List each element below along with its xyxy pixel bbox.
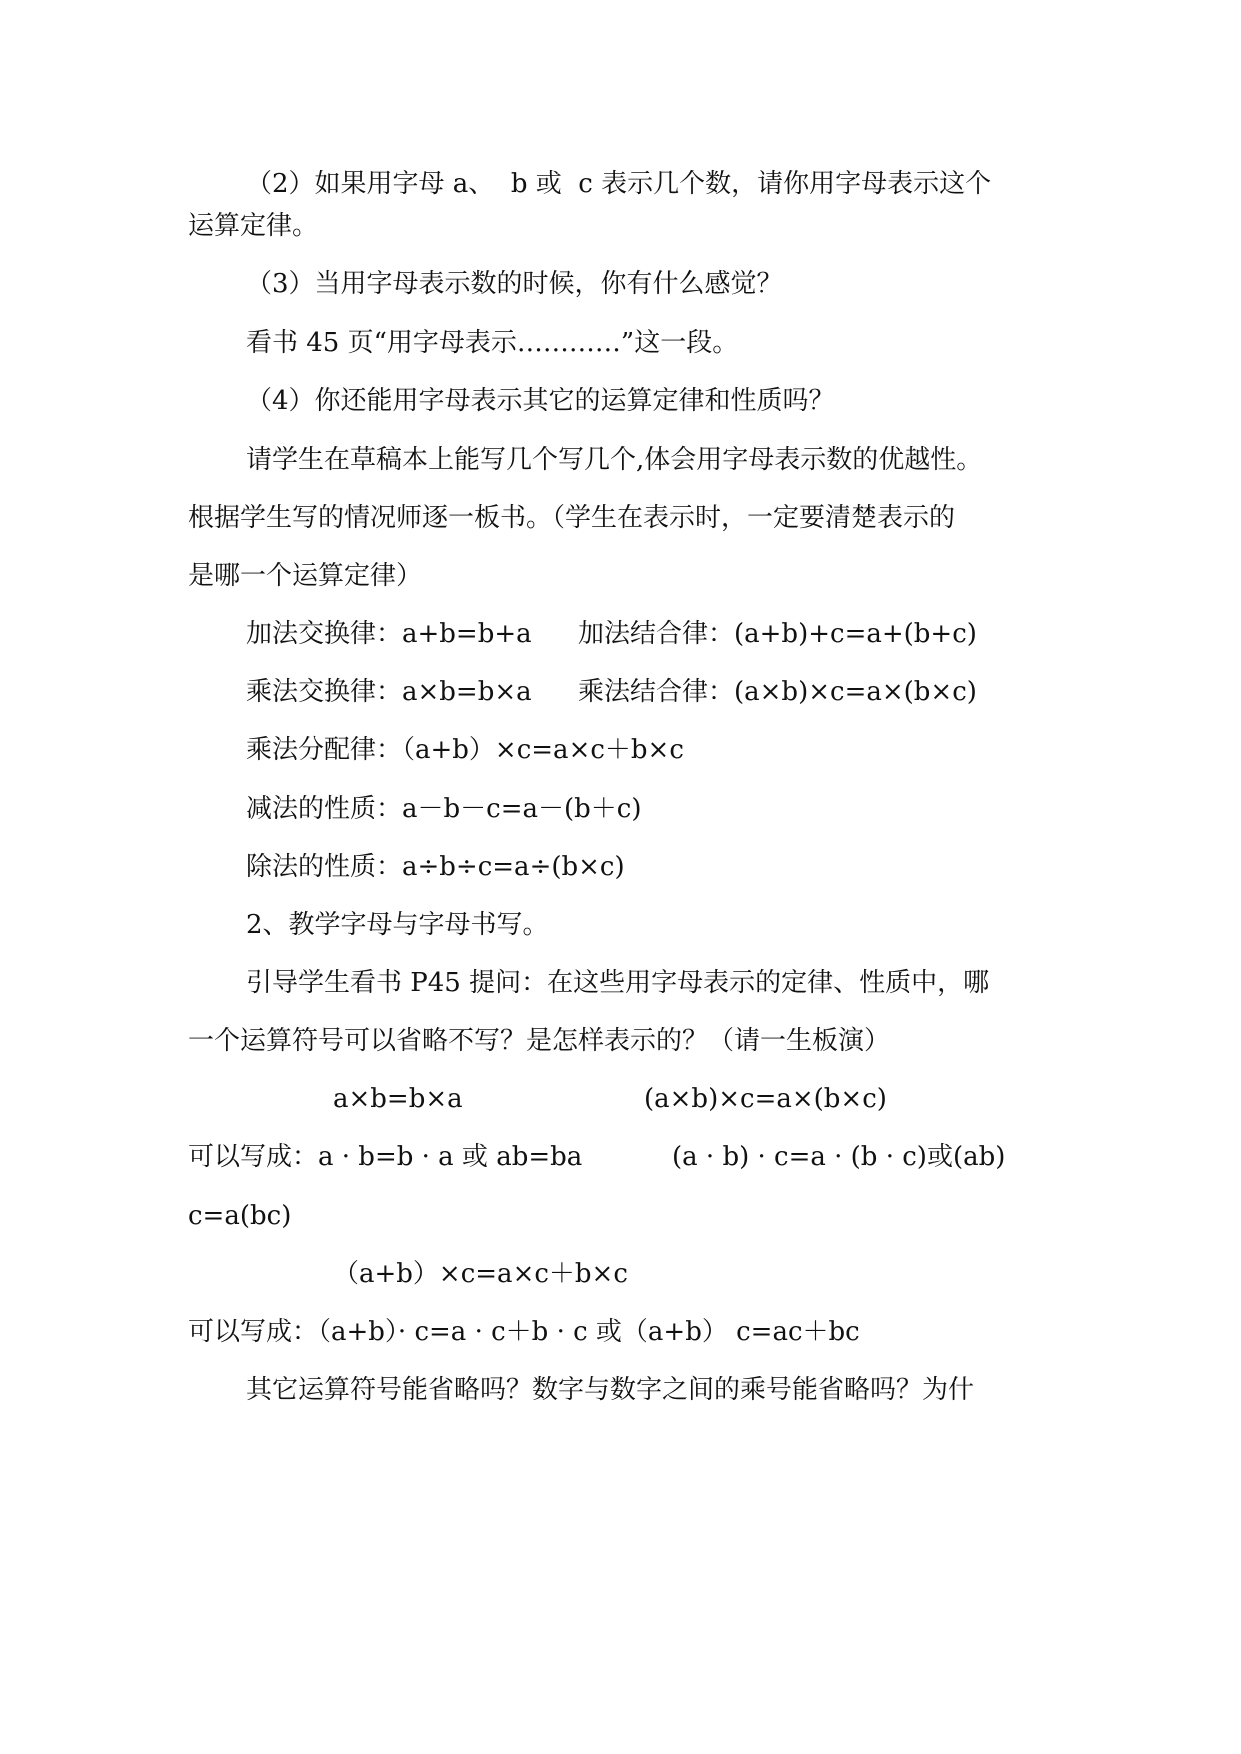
addition-associative-law: 加法结合律：(a+b)+c=a+(b+c) bbox=[578, 619, 977, 649]
division-property: 除法的性质：a÷b÷c=a÷(b×c) bbox=[246, 852, 625, 882]
section-2-heading: 2、教学字母与字母书写。 bbox=[246, 910, 549, 940]
addition-commutative-law: 加法交换律：a+b=b+a bbox=[246, 619, 532, 649]
rewritten-associative: (a · b) · c=a · (b · c)或(ab) bbox=[672, 1142, 1006, 1172]
rewritten-commutative: 可以写成：a · b=b · a 或 ab=ba bbox=[188, 1142, 583, 1172]
closing-question: 其它运算符号能省略吗？数字与数字之间的乘号能省略吗？为什 bbox=[246, 1375, 975, 1405]
guidance-line-2: 一个运算符号可以省略不写？是怎样表示的？（请一生板演） bbox=[188, 1026, 891, 1056]
activity-line-3: 是哪一个运算定律） bbox=[188, 561, 423, 591]
reading-instruction: 看书 45 页“用字母表示…………”这一段。 bbox=[246, 328, 739, 358]
question-2-line-2: 运算定律。 bbox=[188, 211, 319, 241]
activity-line-2: 根据学生写的情况师逐一板书。（学生在表示时，一定要清楚表示的 bbox=[188, 503, 956, 533]
formula-commutative: a×b=b×a bbox=[333, 1084, 463, 1114]
formula-associative: (a×b)×c=a×(b×c) bbox=[644, 1084, 887, 1114]
rewritten-associative-cont: c=a(bc) bbox=[188, 1201, 292, 1231]
subtraction-property: 减法的性质：a－b－c=a－(b＋c) bbox=[246, 794, 642, 824]
question-2-line-1: （2）如果用字母 a、 b 或 c 表示几个数，请你用字母表示这个 bbox=[246, 169, 992, 199]
multiplication-distributive-law: 乘法分配律：（a+b）×c=a×c＋b×c bbox=[246, 735, 684, 765]
multiplication-associative-law: 乘法结合律：(a×b)×c=a×(b×c) bbox=[578, 677, 977, 707]
guidance-line-1: 引导学生看书 P45 提问：在这些用字母表示的定律、性质中，哪 bbox=[246, 968, 990, 998]
question-4: （4）你还能用字母表示其它的运算定律和性质吗？ bbox=[246, 386, 835, 416]
question-3: （3）当用字母表示数的时候，你有什么感觉？ bbox=[246, 269, 783, 299]
multiplication-commutative-law: 乘法交换律：a×b=b×a bbox=[246, 677, 532, 707]
activity-line-1: 请学生在草稿本上能写几个写几个,体会用字母表示数的优越性。 bbox=[246, 445, 983, 475]
formula-distributive: （a+b）×c=a×c＋b×c bbox=[333, 1259, 628, 1289]
rewritten-distributive: 可以写成：（a+b）· c=a · c＋b · c 或（a+b） c=ac＋bc bbox=[188, 1317, 860, 1347]
